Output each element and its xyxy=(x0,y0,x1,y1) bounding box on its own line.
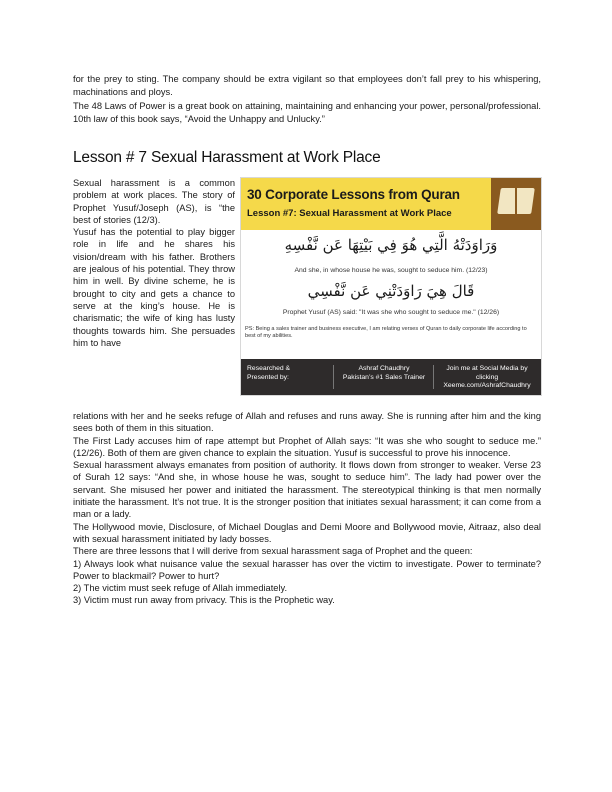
body-paragraph: The Hollywood movie, Disclosure, of Michael Douglas and Demi Moore and Bollywood movie, Aitraaz, also deal with sexual harassment initiated by lady bosses. xyxy=(73,521,541,544)
intro-paragraph-2: The 48 Laws of Power is a great book on attaining, maintaining and enhancing your power, personal/professional. 10th law of this book says, “Avoid the Unhappy and Unlucky.” xyxy=(73,101,541,124)
banner-header xyxy=(241,178,541,230)
banner-title: 30 Corporate Lessons from Quran xyxy=(247,187,460,202)
banner-subtitle: Lesson #7: Sexual Harassment at Work Place xyxy=(247,208,452,219)
translation-2: Prophet Yusuf (AS) said: "It was she who sought to seduce me." (12/26) xyxy=(282,309,500,316)
body-text xyxy=(73,410,541,607)
footer-credit-line-2: Presented by: xyxy=(247,373,289,381)
arabic-verse-2: قَالَ هِيَ رَاوَدَتْنِي عَن نَّفْسِي xyxy=(307,282,475,300)
quran-book-icon xyxy=(491,178,541,230)
footer-social xyxy=(437,365,537,391)
left-paragraph-1: Sexual harassment is a common problem at work places. The story of Prophet Yusuf/Joseph (AS), is “the best of stories (12/3). xyxy=(73,178,235,225)
footer-credit xyxy=(247,365,290,382)
lesson-banner-image xyxy=(240,177,542,396)
banner-footer xyxy=(241,359,541,395)
intro-paragraph-1: for the prey to sting. The company should be extra vigilant so that employees don’t fall prey to his whispering, machinations and ploys. xyxy=(73,74,541,97)
body-paragraph: There are three lessons that I will derive from sexual harassment saga of Prophet and the queen: xyxy=(73,546,473,557)
lesson-point-1: 1) Always look what nuisance value the sexual harasser has over the victim to investigate. Power to terminate? Power to blackmail? Power to hurt? xyxy=(73,558,541,581)
body-paragraph: Sexual harassment always emanates from position of authority. It flows down from stronger to weaker. Verse 23 of Surah 12 says: “And she, in whose house he was, sought to seduce him”. The lady had power over the servant. She misused her power and initiated the harassment. The stereotypical thinking is that men normally initiate the harassment. It’s not true. It is the stronger position that initiates sexual harassment; it can come from a man or a lady. xyxy=(73,460,541,520)
footer-credit-line-1: Researched & xyxy=(247,365,291,372)
lesson-heading: Lesson # 7 Sexual Harassment at Work Place xyxy=(73,149,381,166)
footer-author-title: Pakistan’s #1 Sales Trainer xyxy=(342,373,426,381)
translation-1: And she, in whose house he was, sought to seduce him. (12/23) xyxy=(294,267,488,274)
body-paragraph: The First Lady accuses him of rape attempt but Prophet of Allah says: “It was she who sought to seduce me.” (12/26). Both of them are given chance to explain the situation. Yusuf is successful to prove his innocence. xyxy=(73,435,541,458)
body-paragraph: relations with her and he seeks refuge of Allah and refuses and runs away. She is running after him and the king sees both of them in this situation. xyxy=(73,411,541,434)
banner-ps-note: PS: Being a sales trainer and business executive, I am relating verses of Quran to daily corporate life according to best of my abilities. xyxy=(245,326,527,339)
left-column-text xyxy=(73,177,235,349)
lesson-point-2: 2) The victim must seek refuge of Allah immediately. xyxy=(73,583,288,594)
footer-author xyxy=(339,365,429,382)
left-paragraph-2: Yusuf has the potential to play bigger role in life and he shares his vision/dream with his father. Brothers are jealous of his potential. They throw him in well. By divine scheme, he is brought to city and gets a chance to serve at the king’s house. He is charismatic; the wife of king has lusty thoughts towards him. She persuades him to have xyxy=(73,227,235,348)
footer-author-name: Ashraf Chaudhry xyxy=(358,365,410,372)
arabic-verse-1: وَرَاوَدَتْهُ الَّتِي هُوَ فِي بَيْتِهَا عَن نَّفْسِهِ xyxy=(284,236,498,254)
lesson-point-3: 3) Victim must run away from privacy. This is the Prophetic way. xyxy=(73,595,335,606)
footer-social-link: Xeeme.com/AshrafChaudhry xyxy=(443,382,531,389)
footer-social-line-1: Join me at Social Media by clicking xyxy=(446,365,528,381)
